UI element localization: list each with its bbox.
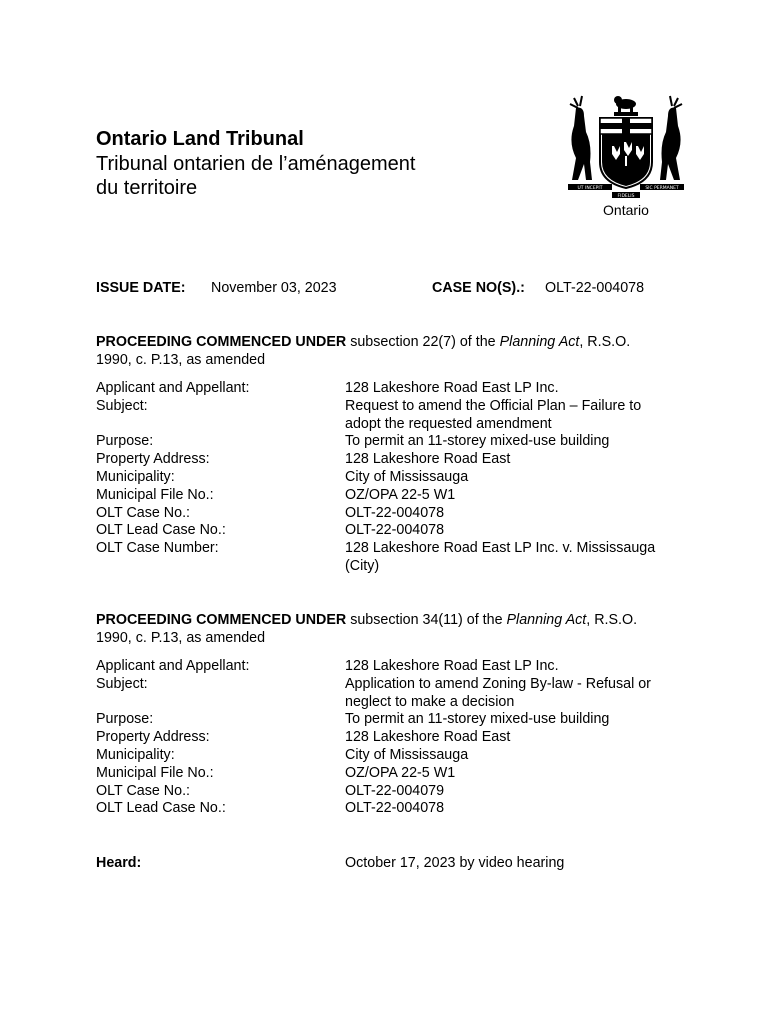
proceeding-1-field-value: OLT-22-004078 <box>345 504 445 521</box>
proceeding-1-field-label: OLT Lead Case No.: <box>96 522 226 539</box>
proceeding-1-field-value: OZ/OPA 22-5 W1 <box>345 486 456 503</box>
proceeding-1-field-value: 128 Lakeshore Road East <box>345 451 511 468</box>
ontario-wordmark: Ontario <box>603 202 649 218</box>
proceeding-2-field-label: OLT Case No.: <box>96 782 191 799</box>
proceeding-2-act-name: Planning Act <box>506 612 587 628</box>
proceeding-1-heading-bold: PROCEEDING COMMENCED UNDER <box>96 334 347 350</box>
motto-middle: FIDELIS <box>617 194 635 199</box>
proceeding-2-field-label: OLT Lead Case No.: <box>96 800 226 817</box>
proceeding-2-field-value: OLT-22-004079 <box>345 782 445 799</box>
proceeding-2-field-value: To permit an 11-storey mixed-use building <box>345 711 610 728</box>
ontario-coat-of-arms-icon <box>562 92 690 220</box>
proceeding-1-act-name: Planning Act <box>499 334 580 350</box>
proceeding-1-field-value: adopt the requested amendment <box>345 415 552 432</box>
tribunal-name-fr-line1: Tribunal ontarien de l’aménagement <box>96 153 416 175</box>
proceeding-1-field-value: City of Mississauga <box>345 469 469 485</box>
proceeding-2-heading-bold: PROCEEDING COMMENCED UNDER <box>96 612 347 628</box>
case-numbers-value: OLT-22-004078 <box>545 280 645 296</box>
proceeding-2-heading-post: , R.S.O. <box>586 612 638 628</box>
proceeding-1-field-label: Applicant and Appellant: <box>96 380 250 396</box>
proceeding-2-heading-pre: subsection 34(11) of the <box>346 612 507 628</box>
proceeding-2-field-label: Municipality: <box>96 747 175 763</box>
tribunal-name-en: Ontario Land Tribunal <box>96 128 304 150</box>
proceeding-1-field-label: Municipality: <box>96 469 175 485</box>
tribunal-name-fr-line2: du territoire <box>96 177 198 199</box>
proceeding-2-field-label: Property Address: <box>96 729 210 746</box>
proceeding-1-field-label: Subject: <box>96 397 148 414</box>
proceeding-2-field-label: Municipal File No.: <box>96 764 214 781</box>
proceeding-1-field-label: OLT Case No.: <box>96 504 191 521</box>
motto-right: SIC PERMANET <box>645 186 679 191</box>
proceeding-1-field-value: (City) <box>345 558 380 574</box>
issue-date-label: ISSUE DATE: <box>96 280 186 296</box>
proceeding-2-field-label: Purpose: <box>96 711 154 728</box>
proceeding-1-heading <box>96 333 686 369</box>
motto-left: UT INCEPIT <box>577 186 603 191</box>
proceeding-1-field-value: 128 Lakeshore Road East LP Inc. <box>345 380 559 396</box>
proceeding-1-field-value: To permit an 11-storey mixed-use building <box>345 433 610 450</box>
proceeding-2-field-label: Subject: <box>96 675 148 692</box>
proceeding-1-field-value: OLT-22-004078 <box>345 522 445 539</box>
proceeding-2-field-label: Applicant and Appellant: <box>96 658 250 674</box>
proceeding-2-field-value: 128 Lakeshore Road East <box>345 729 511 746</box>
case-numbers-label: CASE NO(S).: <box>432 280 525 296</box>
proceeding-1-field-label: OLT Case Number: <box>96 540 219 557</box>
proceeding-2-field-value: OZ/OPA 22-5 W1 <box>345 764 456 781</box>
proceeding-1-field-value: Request to amend the Official Plan – Failure to <box>345 397 642 414</box>
proceeding-1-field-label: Municipal File No.: <box>96 486 214 503</box>
proceeding-1-heading-pre: subsection 22(7) of the <box>346 334 500 350</box>
proceeding-1-heading-line2: 1990, c. P.13, as amended <box>96 352 266 368</box>
proceeding-1-field-value: 128 Lakeshore Road East LP Inc. v. Mississauga <box>345 540 656 557</box>
proceeding-2-field-value: Application to amend Zoning By-law - Refusal or <box>345 675 651 692</box>
tribunal-name-fr <box>96 152 456 200</box>
proceeding-2-field-value: City of Mississauga <box>345 747 469 763</box>
proceeding-2-heading-line2: 1990, c. P.13, as amended <box>96 630 266 646</box>
heard-label: Heard: <box>96 855 142 871</box>
proceeding-1-field-label: Property Address: <box>96 451 210 468</box>
proceeding-2-field-value: neglect to make a decision <box>345 693 515 710</box>
proceeding-2-heading <box>96 611 686 647</box>
heard-value: October 17, 2023 by video hearing <box>345 855 565 871</box>
proceeding-1-field-label: Purpose: <box>96 433 154 450</box>
proceeding-2-field-value: 128 Lakeshore Road East LP Inc. <box>345 658 559 674</box>
proceeding-2-field-value: OLT-22-004078 <box>345 800 445 817</box>
issue-date-value: November 03, 2023 <box>211 280 337 296</box>
proceeding-1-heading-post: , R.S.O. <box>579 334 631 350</box>
